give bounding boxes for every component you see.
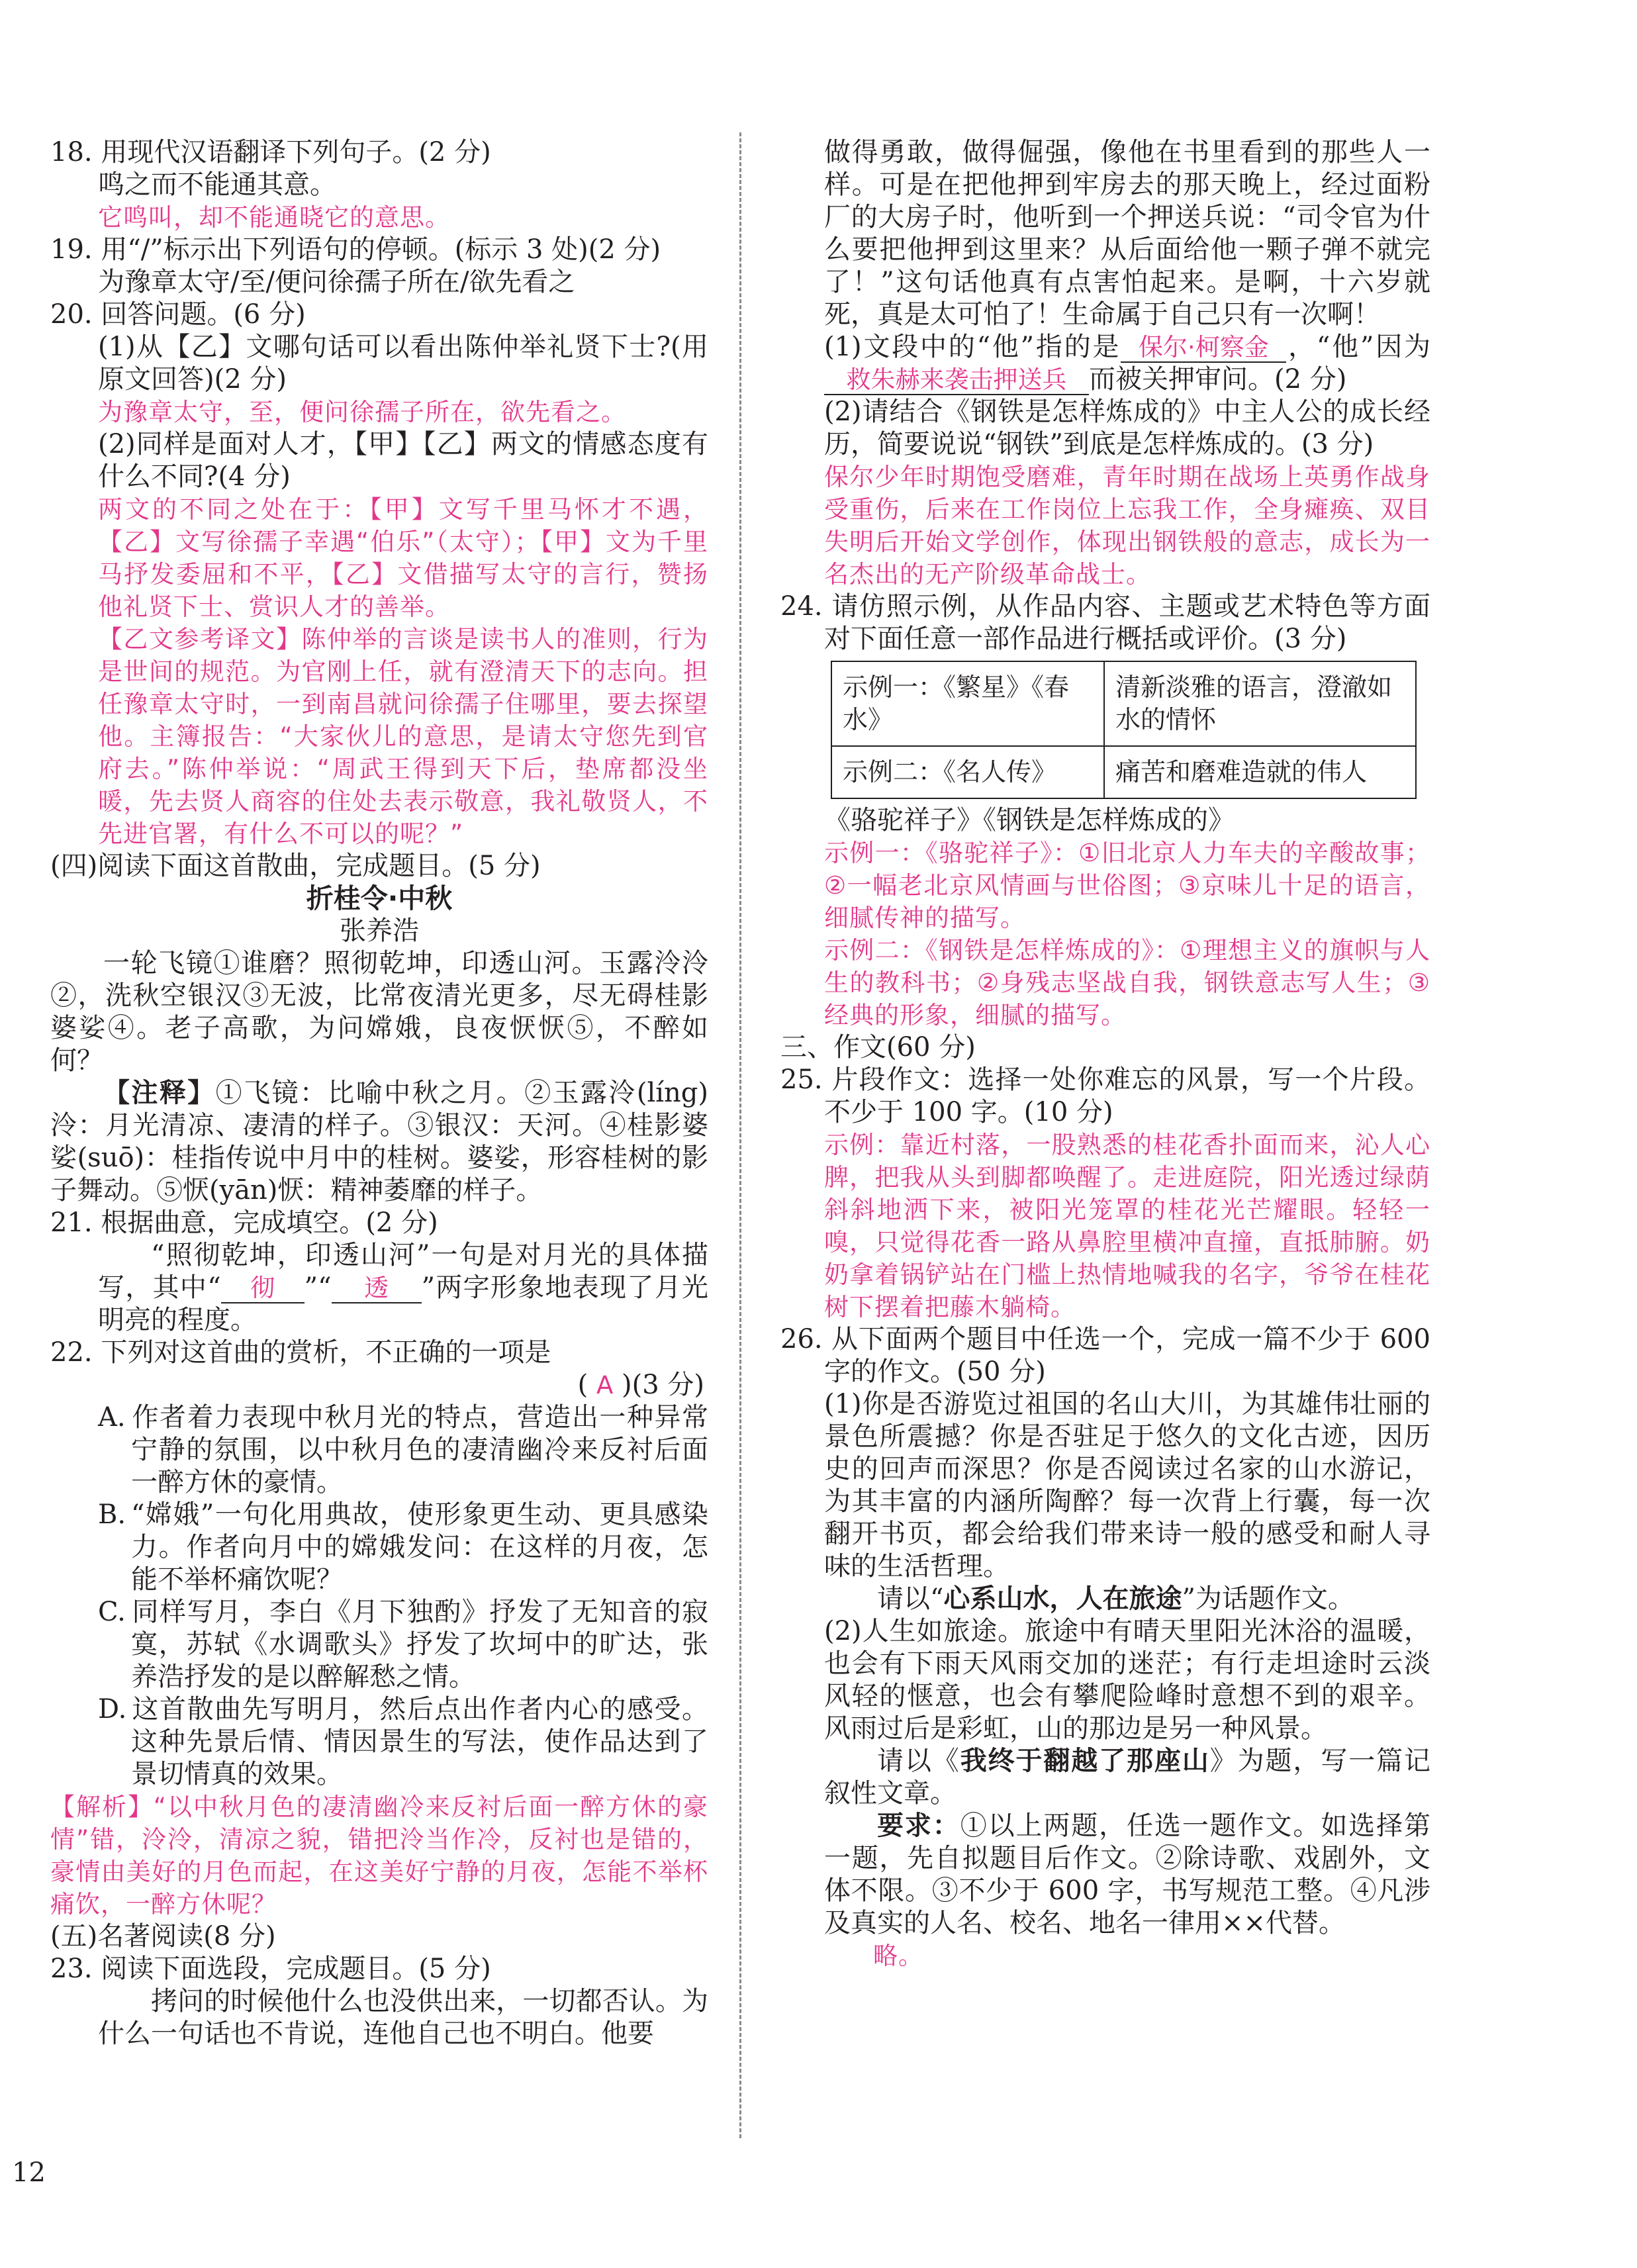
requirements: [824, 1810, 1430, 1940]
topic-1-theme: 心系山水，人在旅途: [943, 1583, 1182, 1614]
question-23-passage-part-1: 拷问的时候他什么也没供出来，一切都否认。为什么一句话也不肯说，连他自己也不明白。他要: [98, 1986, 708, 2049]
question-23-stem: 23. 阅读下面选段，完成题目。(5 分): [50, 1954, 491, 1984]
question-22-analysis: 【解析】“以中秋月色的凄清幽冷来反衬后面一醉方休的豪情”错，泠泠，清凉之貌，错把泠当作冷，反衬也是错的，豪情由美好的月色而起，在这美好宁静的月夜，怎能不举杯痛饮，一醉方休呢？: [50, 1793, 708, 1918]
question-23-sub1-b: ，“他”因为: [1286, 332, 1431, 362]
question-21-text-a: “照彻乾坤，印透山河”一句是对月光的具体描写，其中“: [98, 1240, 708, 1303]
question-18-answer: 它鸣叫，却不能通晓它的意思。: [98, 203, 450, 232]
question-23-passage-part-2: 做得勇敢，做得倔强，像他在书里看到的那些人一样。可是在把他押到牢房去的那天晚上，经过面粉厂的大房子时，他听到一个押送兵说：“司令官为什么要把他押到这里来？从后面给他一颗子弹不就完了！”这句话他真有点害怕起来。是啊，十六岁就死，真是太可怕了！生命属于自己只有一次啊！: [824, 137, 1430, 330]
option-c: [98, 1596, 708, 1693]
example-1-label: 示例一：《繁星》《春水》: [831, 661, 1104, 746]
topic-2-title: 我终于翻越了那座山: [960, 1746, 1210, 1776]
question-24-answer-1: 示例一：《骆驼祥子》：①旧北京人力车夫的辛酸故事；②一幅老北京风情画与世俗图；③京味儿十足的语言，细腻传神的描写。: [824, 839, 1430, 932]
option-a-text: 作者着力表现中秋月光的特点，营造出一种异常宁静的氛围，以中秋月色的凄清幽冷来反衬后面一醉方休的豪情。: [131, 1402, 708, 1497]
option-b-label: B.: [98, 1499, 126, 1530]
question-23-blank-1: 保尔·柯察金: [1121, 334, 1286, 363]
question-23-sub2: (2)请结合《钢铁是怎样炼成的》中主人公的成长经历，简要说说“钢铁”到底是怎样炼成的。(3 分): [824, 397, 1430, 459]
question-18-stem: 18. 用现代汉语翻译下列句子。(2 分): [50, 137, 491, 167]
question-21-text-b: ”“: [304, 1272, 332, 1303]
question-23-continued: [780, 136, 1430, 591]
question-23-sub1-a: (1)文段中的“他”指的是: [824, 332, 1121, 362]
topic-2-prompt-a: 请以《: [877, 1746, 960, 1776]
requirements-text: ①以上两题，任选一题作文。如选择第一题，先自拟题目后作文。②除诗歌、戏剧外，文体不限。③不少于 600 字，书写规范工整。④凡涉及真实的人名、校名、地名一律用××代替。: [824, 1811, 1431, 1938]
option-c-text: 同样写月，李白《月下独酌》抒发了无知音的寂寞，苏轼《水调歌头》抒发了坎坷中的旷达，张养浩抒发的是以醉解愁之情。: [131, 1597, 708, 1692]
question-25-stem: 25. 片段作文：选择一处你难忘的风景，写一个片段。不少于 100 字。(10 分): [780, 1064, 1430, 1127]
section-3-heading: 三、作文(60 分): [780, 1032, 976, 1063]
question-20-translation: 【乙文参考译文】陈仲举的言谈是读书人的准则，行为是世间的规范。为官刚上任，就有澄清天下的志向。担任豫章太守时，一到南昌就问徐孺子住哪里，要去探望他。主簿报告：“大家伙儿的意思，是请太守您先到官府去。”陈仲举说：“周武王得到天下后，垫席都没坐暖，先去贤人商容的住处去表示敬意，我礼敬贤人，不先进官署，有什么不可以的呢？”: [98, 625, 708, 848]
question-26: [780, 1323, 1430, 1972]
topic-1-text: (1)你是否游览过祖国的名山大川，为其雄伟壮丽的景色所震撼？你是否驻足于悠久的文化古迹，因历史的回声而深思？你是否阅读过名家的山水游记，为其丰富的内涵所陶醉？每一次背上行囊，每一次翻开书页，都会给我们带来诗一般的感受和耐人寻味的生活哲理。: [824, 1389, 1430, 1582]
question-20-sub2: (2)同样是面对人才，【甲】【乙】两文的情感态度有什么不同?(4 分): [98, 429, 708, 492]
poem-notes-text: ①飞镜：比喻中秋之月。②玉露泠(líng)泠：月光清凉、凄清的样子。③银汉：天河。④桂影婆娑(suō)：桂指传说中月中的桂树。婆娑，形容桂树的影子舞动。⑤恹(yān)恹：精神萎靡的样子。: [50, 1078, 708, 1205]
question-23-blank-2: 救朱赫来袭击押送兵: [824, 366, 1089, 395]
question-20-answer1: 为豫章太守，至，便问徐孺子所在，欲先看之。: [98, 398, 626, 426]
question-20-answer2: 两文的不同之处在于：【甲】文写千里马怀才不遇，【乙】文写徐孺子幸遇“伯乐”（太守）；【甲】文为千里马抒发委屈和不平，【乙】文借描写太守的言行，赞扬他礼贤下士、赏识人才的善举。: [98, 495, 708, 621]
poem-notes: [50, 1077, 708, 1207]
page-number: 12: [12, 2157, 46, 2188]
poem-author: 张养浩: [340, 916, 419, 946]
topic-2-prompt-b: 》为题，写一篇记叙性文章。: [824, 1746, 1431, 1809]
poem-text: 一轮飞镜①谁磨？照彻乾坤，印透山河。玉露泠泠②，洗秋空银汉③无波，比常夜清光更多，尽无碍桂影婆娑④。老子高歌，为问嫦娥，良夜恹恹⑤，不醉如何？: [50, 948, 708, 1076]
example-row-1: [831, 661, 1416, 746]
question-21-blank-2: 透: [332, 1274, 422, 1303]
question-19: [50, 234, 708, 299]
question-24: [780, 591, 1430, 1031]
right-column: [780, 136, 1430, 1972]
topic-2-prompt: [824, 1745, 1430, 1810]
question-22-stem: 22. 下列对这首曲的赏析，不正确的一项是: [50, 1337, 551, 1368]
option-d-label: D.: [98, 1694, 127, 1725]
question-24-works: 《骆驼祥子》《钢铁是怎样炼成的》: [824, 805, 1235, 835]
question-18: [50, 136, 708, 234]
question-24-stem: 24. 请仿照示例，从作品内容、主题或艺术特色等方面对下面任意一部作品进行概括或评价。(3 分): [780, 591, 1430, 654]
topic-1-prompt: [824, 1583, 1430, 1615]
question-23: [50, 1953, 708, 2050]
question-21-blank-1: 彻: [221, 1274, 304, 1303]
question-25: [780, 1064, 1430, 1323]
question-20: [50, 299, 708, 850]
question-24-answer-2: 示例二：《钢铁是怎样炼成的》：①理想主义的旗帜与人生的教科书；②身残志坚战自我，钢铁意志写人生；③经典的形象，细腻的描写。: [824, 936, 1430, 1029]
topic-1-prompt-b: ”为话题作文。: [1182, 1583, 1354, 1614]
question-22-paren-open: (: [577, 1370, 596, 1400]
question-22-answer: A: [596, 1371, 614, 1399]
question-20-sub1: (1)从【乙】文哪句话可以看出陈仲举礼贤下士?(用原文回答)(2 分): [98, 332, 708, 395]
option-b: [98, 1499, 708, 1596]
example-2-label: 示例二：《名人传》: [831, 746, 1104, 798]
question-21-text-c: ”两字形象地表现了月光明亮的程度。: [98, 1272, 709, 1335]
column-divider: [739, 132, 741, 2138]
left-column: [50, 136, 708, 2050]
example-1-text: 清新淡雅的语言，澄澈如水的情怀: [1104, 661, 1416, 746]
section-5-heading: (五)名著阅读(8 分): [50, 1921, 276, 1952]
requirements-label: 要求：: [877, 1811, 960, 1841]
question-22-answer-line: [98, 1369, 708, 1401]
question-21-stem: 21. 根据曲意，完成填空。(2 分): [50, 1207, 438, 1238]
question-19-sentence: 为豫章太守/至/便问徐孺子所在/欲先看之: [98, 267, 575, 297]
question-25-answer: 示例：靠近村落，一股熟悉的桂花香扑面而来，沁人心脾，把我从头到脚都唤醒了。走进庭院，阳光透过绿荫斜斜地洒下来，被阳光笼罩的桂花光芒耀眼。轻轻一嗅，只觉得花香一路从鼻腔里横冲直撞，直抵肺腑。奶奶拿着锅铲站在门槛上热情地喊我的名字，爷爷在桂花树下摆着把藤木躺椅。: [824, 1131, 1430, 1321]
example-table: [831, 661, 1417, 799]
topic-1-prompt-a: 请以“: [877, 1583, 944, 1614]
question-23-answer2: 保尔少年时期饱受磨难，青年时期在战场上英勇作战身受重伤，后来在工作岗位上忘我工作，全身瘫痪、双目失明后开始文学创作，体现出钢铁般的意志，成长为一名杰出的无产阶级革命战士。: [824, 463, 1430, 589]
question-21: [50, 1207, 708, 1337]
question-23-sub1-c: 而被关押审问。(2 分): [1089, 364, 1347, 395]
question-18-sentence: 鸣之而不能通其意。: [98, 169, 336, 200]
example-2-text: 痛苦和磨难造就的伟人: [1104, 746, 1416, 798]
example-row-2: [831, 746, 1416, 798]
option-d: [98, 1693, 708, 1791]
question-20-stem: 20. 回答问题。(6 分): [50, 299, 306, 330]
option-a: [98, 1401, 708, 1499]
section-4-heading: (四)阅读下面这首散曲，完成题目。(5 分): [50, 851, 541, 881]
question-26-answer: 略。: [873, 1942, 923, 1970]
topic-2-text: (2)人生如旅途。旅途中有晴天里阳光沐浴的温暖，也会有下雨天风雨交加的迷茫；有行走坦途时云淡风轻的惬意，也会有攀爬险峰时意想不到的艰辛。风雨过后是彩虹，山的那边是另一种风景。: [824, 1616, 1430, 1744]
question-26-stem: 26. 从下面两个题目中任选一个，完成一篇不少于 600 字的作文。(50 分): [780, 1324, 1430, 1387]
question-22: [50, 1337, 708, 1791]
option-a-label: A.: [98, 1402, 126, 1433]
question-21-text: [98, 1239, 708, 1337]
question-22-paren-close: )(3 分): [613, 1370, 704, 1400]
poem-notes-label: 【注释】: [103, 1078, 216, 1108]
option-d-text: 这首散曲先写明月，然后点出作者内心的感受。这种先景后情、情因景生的写法，使作品达到了景切情真的效果。: [131, 1694, 708, 1789]
option-c-label: C.: [98, 1597, 126, 1627]
question-23-sub1: [824, 331, 1430, 396]
poem-title: 折桂令·中秋: [306, 882, 453, 914]
option-b-text: “嫦娥”一句化用典故，使形象更生动、更具感染力。作者向月中的嫦娥发问：在这样的月夜，怎能不举杯痛饮呢？: [131, 1499, 708, 1595]
question-19-stem: 19. 用“/”标示出下列语句的停顿。(标示 3 处)(2 分): [50, 234, 661, 265]
